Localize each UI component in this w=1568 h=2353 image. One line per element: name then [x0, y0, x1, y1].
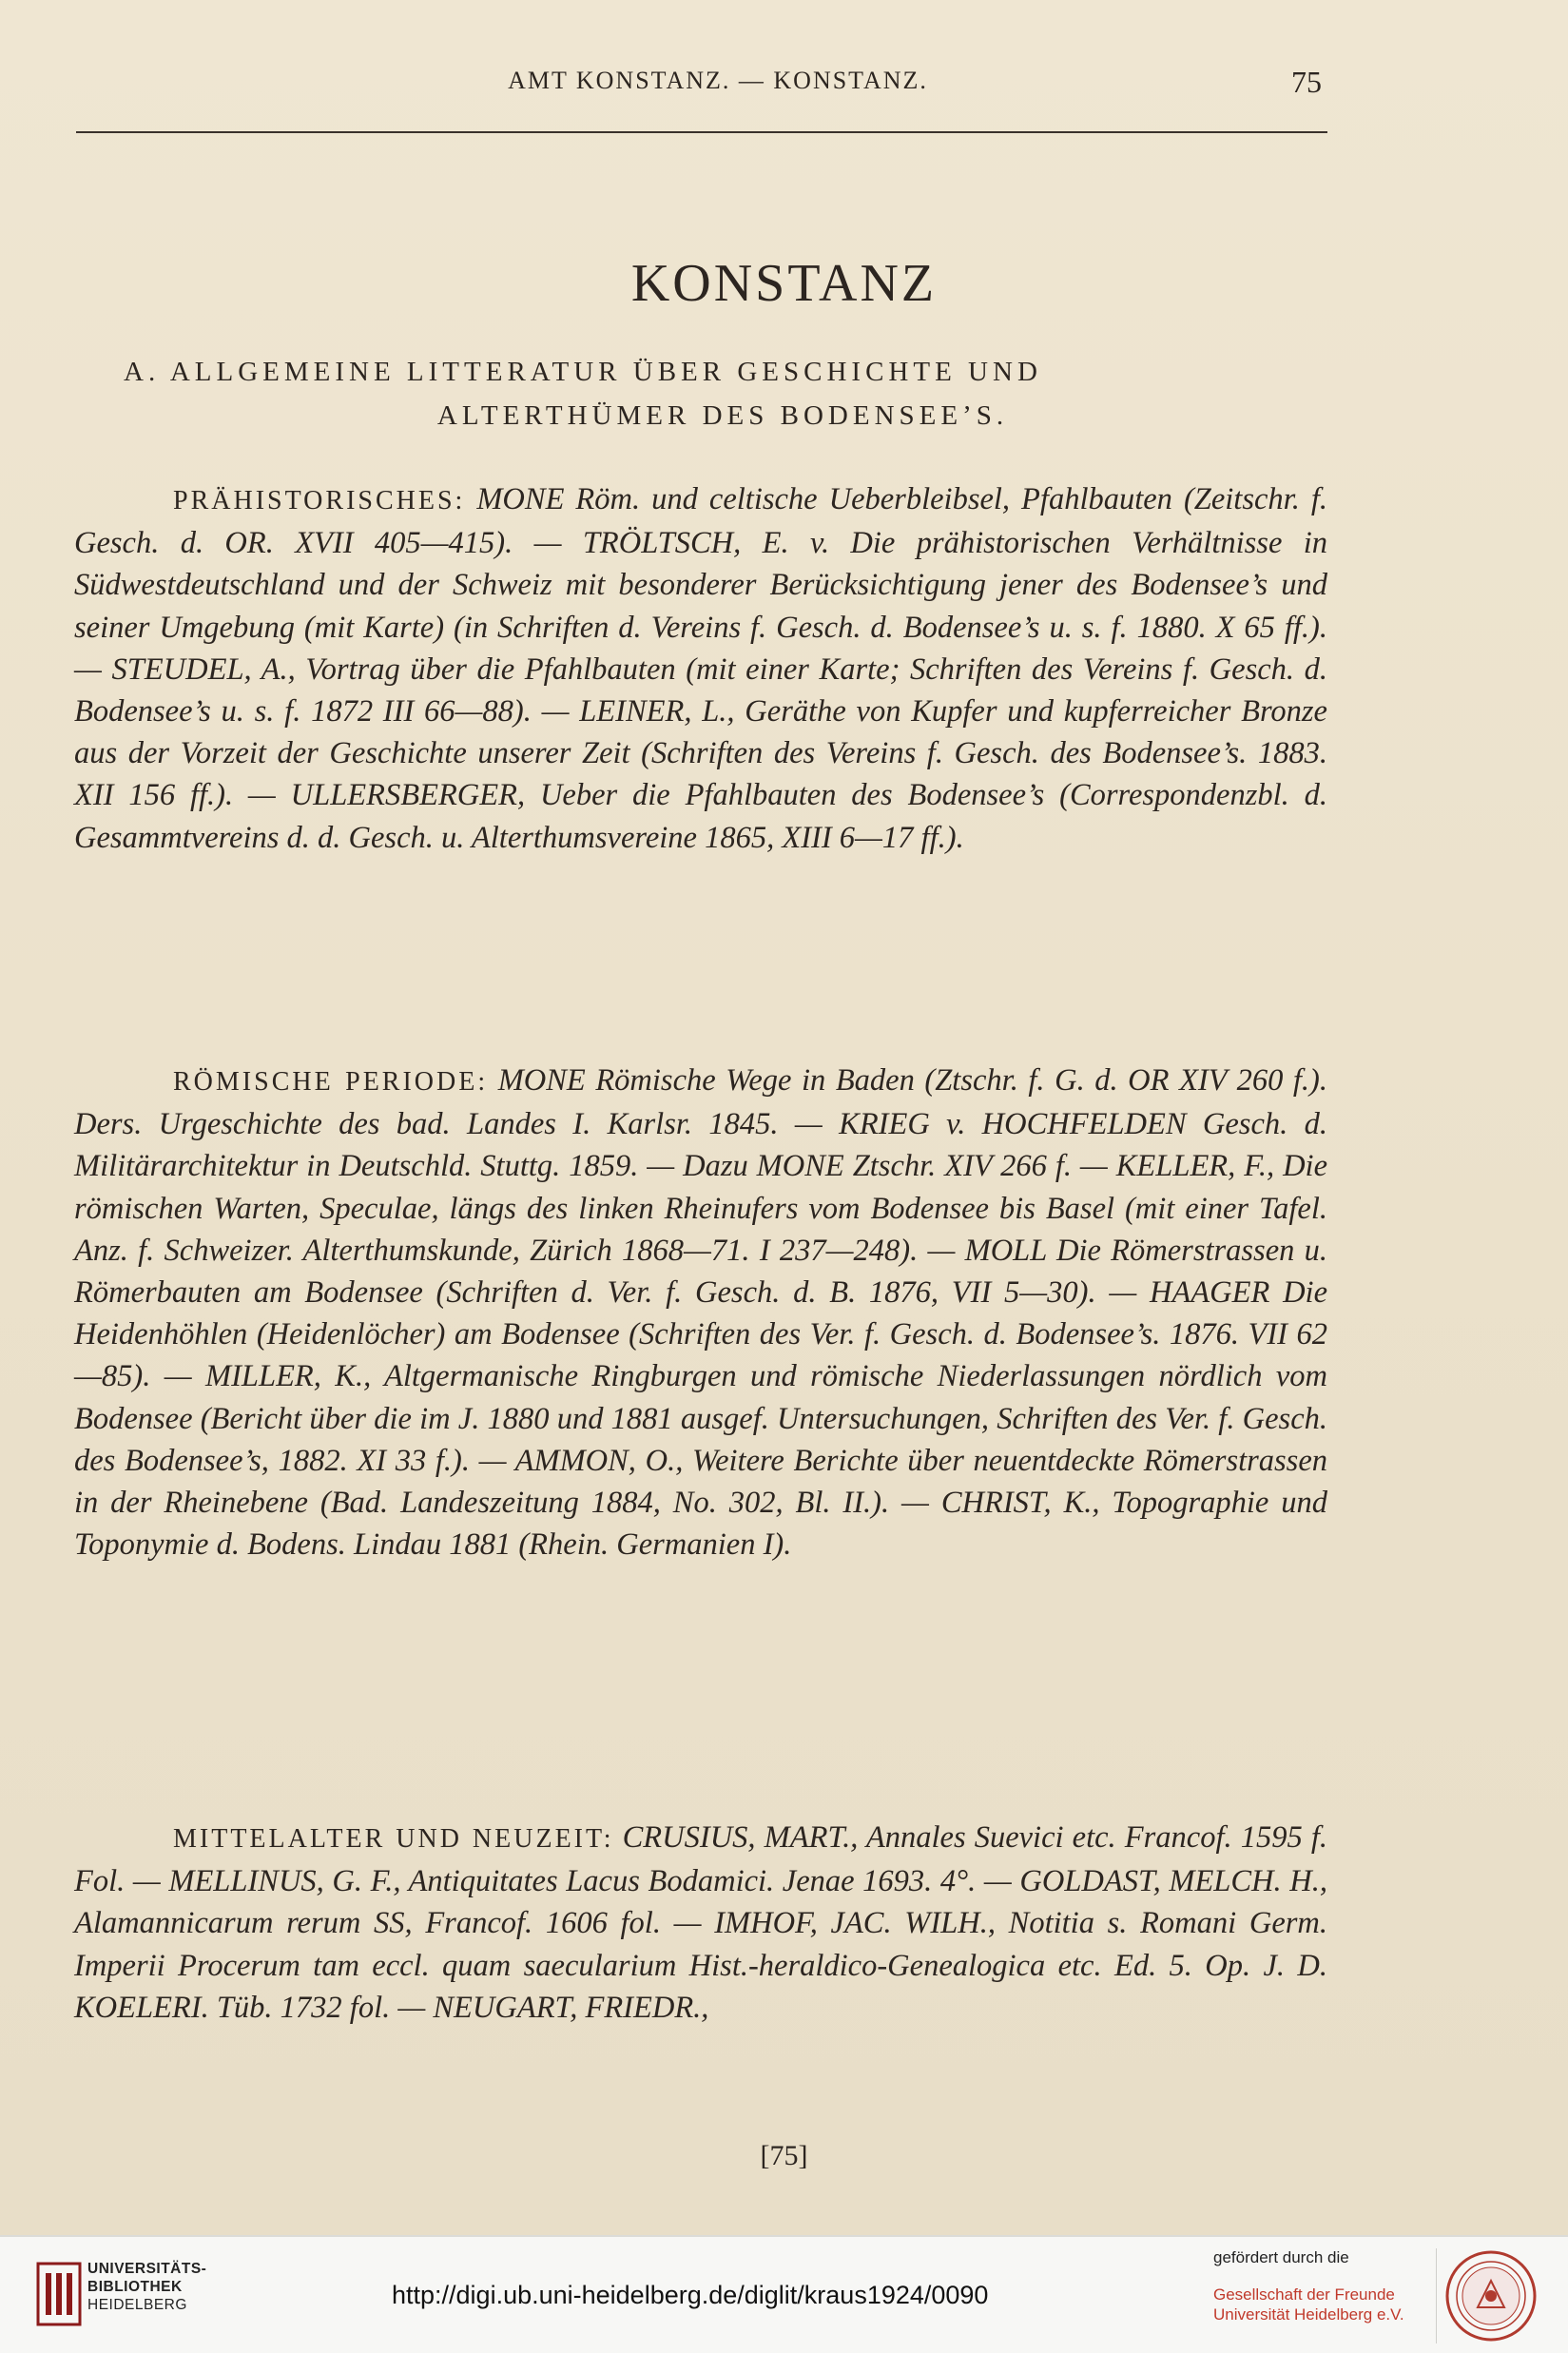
page-number: 75: [1291, 65, 1322, 99]
paragraph-lead: PRÄHISTORISCHES:: [173, 486, 466, 515]
paragraph-lead: MITTELALTER UND NEUZEIT:: [173, 1824, 614, 1854]
sponsor-name-line-1: Gesellschaft der Freunde: [1213, 2285, 1395, 2304]
sponsor-block: [1122, 2248, 1437, 2343]
sponsor-caption: gefördert durch die: [1213, 2248, 1349, 2266]
sponsor-name-line-2: Universität Heidelberg e.V.: [1213, 2305, 1404, 2324]
library-name-line-2: BIBLIOTHEK: [87, 2279, 183, 2295]
library-name: [87, 2260, 206, 2314]
page-title: KONSTANZ: [630, 253, 938, 313]
section-heading-line-2: ALTERTHÜMER DES BODENSEE’S.: [436, 400, 1009, 431]
permalink-url[interactable]: http://digi.ub.uni-heidelberg.de/diglit/kraus1924/0090: [392, 2281, 989, 2309]
library-name-line-1: UNIVERSITÄTS-: [87, 2261, 207, 2277]
paragraph-body: MONE Röm. und celtische Ueberbleibsel, Pfahlbauten (Zeitschr. f. Gesch. d. OR. XVII 405—415). — TRÖLTSCH, E. v. Die prähistorischen Verhältnisse in Südwestdeutschland und der Schweiz mit besonderer Berücksichtigung jener des Bodensee’s und seiner Umgebung (mit Karte) (in Schriften d. Vereins f. Gesch. d. Bodensee’s u. s. f. 1880. X 65 ff.). — STEUDEL, A., Vortrag über die Pfahlbauten (mit einer Karte; Schriften des Vereins f. Gesch. d. Bodensee’s u. s. f. 1872 III 66—88). — LEINER, L., Geräthe von Kupfer und kupferreicher Bronze aus der Vorzeit der Geschichte unserer Zeit (Schriften des Vereins f. Gesch. des Bodensee’s. 1883. XII 156 ff.). — ULLERSBERGER, Ueber die Pfahlbauten des Bodensee’s (Correspondenzbl. d. Gesammtvereins d. d. Gesch. u. Alterthumsvereine 1865, XIII 6—17 ff.).: [74, 482, 1327, 855]
paragraph-body: CRUSIUS, MART., Annales Suevici etc. Francof. 1595 f. Fol. — MELLINUS, G. F., Antiquitates Lacus Bodamici. Jenae 1693. 4°. — GOLDAST, MELCH. H., Alamannicarum rerum SS, Francof. 1606 fol. — IMHOF, JAC. WILH., Notitia s. Romani Germ. Imperii Procerum tam eccl. quam saecularium Hist.-heraldico-Genealogica etc. Ed. 5. Op. J. D. KOELERI. Tüb. 1732 fol. — NEUGART, FRIEDR.,: [74, 1820, 1328, 2025]
library-name-line-3: HEIDELBERG: [87, 2297, 187, 2313]
library-logo-icon: [36, 2262, 82, 2326]
paragraph-medieval-modern: [74, 1817, 1327, 2029]
running-head: [105, 65, 1331, 107]
running-head-title: AMT KONSTANZ. — KONSTANZ.: [508, 67, 928, 94]
section-heading-line-1: A. ALLGEMEINE LITTERATUR ÜBER GESCHICHTE UND: [124, 357, 1042, 387]
section-heading: [124, 350, 1322, 438]
folio-number: [75]: [760, 2140, 808, 2171]
paragraph-lead: RÖMISCHE PERIODE:: [173, 1067, 489, 1097]
sponsor-name: [1213, 2285, 1404, 2324]
header-rule: [76, 131, 1327, 133]
footer-bar: [0, 2235, 1568, 2353]
paragraph-roman: [74, 1060, 1327, 1565]
paragraph-body: MONE Römische Wege in Baden (Ztschr. f. G. d. OR XIV 260 f.). Ders. Urgeschichte des bad. Landes I. Karlsr. 1845. — KRIEG v. HOCHFELDEN Gesch. d. Militärarchitektur in Deutschld. Stuttg. 1859. — Dazu MONE Ztschr. XIV 266 f. — KELLER, F., Die römischen Warten, Speculae, längs des linken Rheinufers vom Bodensee bis Basel (mit einer Tafel. Anz. f. Schweizer. Alterthumskunde, Zürich 1868—71. I 237—248). — MOLL Die Römerstrassen u. Römerbauten am Bodensee (Schriften d. Ver. f. Gesch. d. B. 1876, VII 5—30). — HAAGER Die Heidenhöhlen (Heidenlöcher) am Bodensee (Schriften des Ver. f. Gesch. d. Bodensee’s. 1876. VII 62—85). — MILLER, K., Altgermanische Ringburgen und römische Niederlassungen nördlich vom Bodensee (Bericht über die im J. 1880 und 1881 ausgef. Untersuchungen, Schriften des Ver. f. Gesch. des Bodensee’s, 1882. XI 33 f.). — AMMON, O., Weitere Berichte über neuentdeckte Römerstrassen in der Rheinebene (Bad. Landeszeitung 1884, No. 302, Bl. II.). — CHRIST, K., Topographie und Toponymie d. Bodens. Lindau 1881 (Rhein. Germanien I).: [74, 1063, 1327, 1563]
university-seal-icon: [1443, 2248, 1539, 2343]
paragraph-prehistoric: [74, 478, 1327, 859]
